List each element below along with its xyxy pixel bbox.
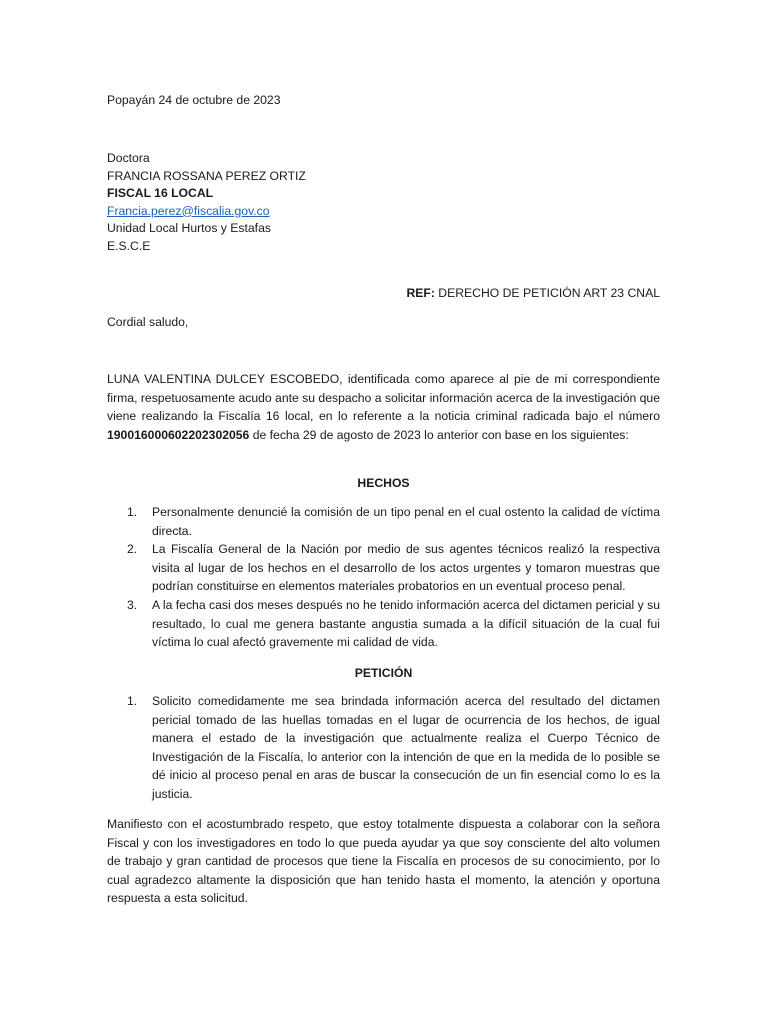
greeting: Cordial saludo, <box>107 315 189 329</box>
reference-text: DERECHO DE PETICIÓN ART 23 CNAL <box>438 286 660 300</box>
intro-paragraph <box>107 370 660 444</box>
intro-text-part1: LUNA VALENTINA DULCEY ESCOBEDO, identificada como aparece al pie de mi correspondiente firma, respetuosamente acudo ante su despacho a solicitar información acerca de la investigación que viene realizando la Fiscalía 16 local, en lo referente a la noticia criminal radicada bajo el número <box>107 372 660 424</box>
addressee-email-link[interactable]: Francia.perez@fiscalia.gov.co <box>107 203 270 218</box>
hechos-item-number: 2. <box>127 542 138 557</box>
peticion-item-text: Solicito comedidamente me sea brindada información acerca del resultado del dictamen pericial tomado de las huellas tomadas en el lugar de ocurrencia de los hechos, de igual manera el estado de la investigación que actualmente realiza el Cuerpo Técnico de Investigación de la Fiscalía, lo anterior con la intención de que en la medida de lo posible se dé inicio al proceso penal en aras de buscar la consecución de un fin esencial como lo es la justicia. <box>152 694 660 801</box>
addressee-unit: Unidad Local Hurtos y Estafas <box>107 221 271 235</box>
addressee-name: FRANCIA ROSSANA PEREZ ORTIZ <box>107 168 306 183</box>
case-number: 190016000602202302056 <box>107 427 250 442</box>
hechos-item <box>107 596 660 652</box>
peticion-item-number: 1. <box>127 694 138 708</box>
hechos-item-text: A la fecha casi dos meses después no he tenido información acerca del dictamen pericial y su resultado, lo cual me genera bastante angustia sumada a la difícil situación de la cual fui víctima lo cual afectó gravemente mi calidad de vida. <box>152 597 660 650</box>
hechos-item-number: 1. <box>127 505 138 519</box>
addressee-title: Doctora <box>107 151 150 165</box>
reference-label: REF: <box>406 286 435 300</box>
hechos-list <box>107 503 660 652</box>
hechos-item-text: La Fiscalía General de la Nación por medio de sus agentes técnicos realizó la respectiva visita al lugar de los hechos en el desarrollo de los actos urgentes y tomaron muestras que podrían constituirse en elementos materiales probatorios en un eventual proceso penal. <box>152 542 660 594</box>
hechos-item <box>107 503 660 540</box>
intro-text-part2: de fecha 29 de agosto de 2023 lo anterior con base en los siguientes: <box>249 427 629 442</box>
hechos-item <box>107 540 660 596</box>
hechos-item-text: Personalmente denuncié la comisión de un tipo penal en el cual ostento la calidad de víctima directa. <box>152 505 660 538</box>
addressee-org: E.S.C.E <box>107 238 151 253</box>
addressee-position: FISCAL 16 LOCAL <box>107 186 214 200</box>
peticion-item <box>107 692 660 804</box>
peticion-heading: PETICIÓN <box>354 666 413 680</box>
reference-line <box>107 284 660 303</box>
closing-paragraph: Manifiesto con el acostumbrado respeto, que estoy totalmente dispuesta a colaborar con la señora Fiscal y con los investigadores en todo lo que pueda ayudar ya que soy consciente del alto volumen de trabajo y gran cantidad de procesos que tiene la Fiscalía en procesos de su conocimiento, por lo cual agradezco altamente la disposición que han tenido hasta el momento, la atención y oportuna respuesta a esta solicitud. <box>107 817 660 906</box>
peticion-list <box>107 692 660 804</box>
hechos-item-number: 3. <box>127 597 138 612</box>
hechos-heading: HECHOS <box>357 476 410 490</box>
addressee-block <box>107 150 660 255</box>
date-line: Popayán 24 de octubre de 2023 <box>107 93 281 107</box>
